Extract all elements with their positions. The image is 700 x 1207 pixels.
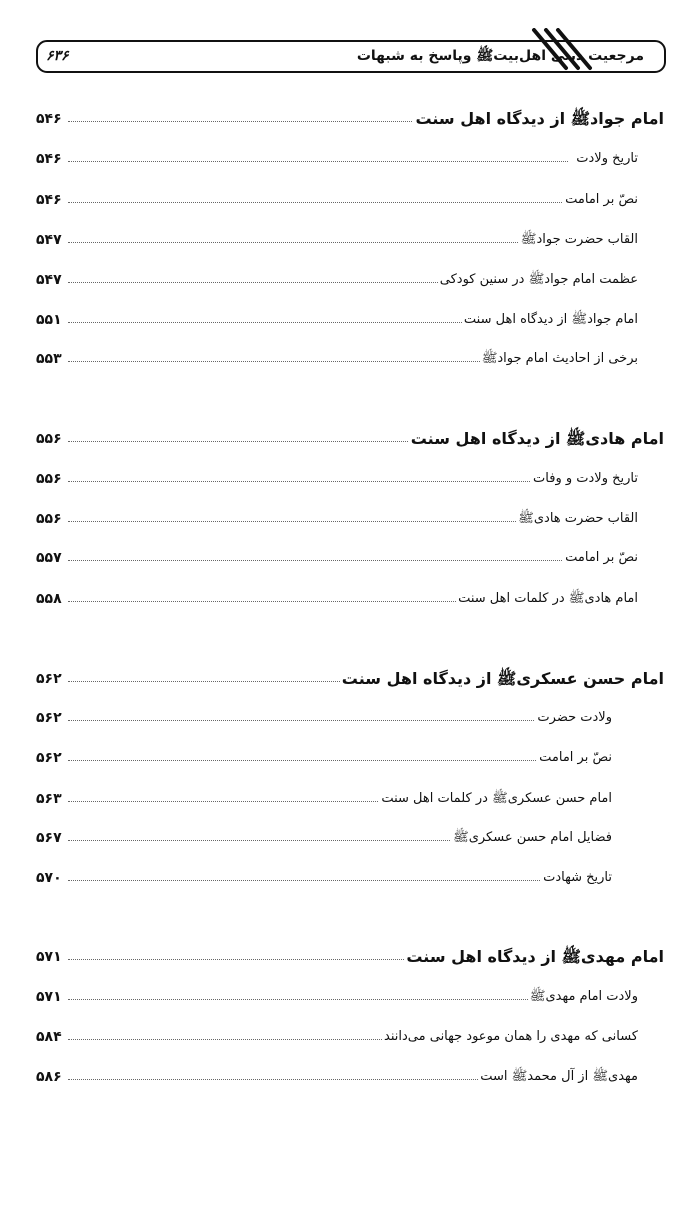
entry-title: کسانی که مهدی را همان موعود جهانی می‌دانند: [382, 1024, 638, 1050]
entry-page: ۵۴۶: [36, 192, 62, 208]
entry-page: ۵۴۷: [36, 272, 62, 288]
leader-dots: [68, 242, 568, 243]
toc-entry[interactable]: [0, 586, 700, 612]
toc-entry[interactable]: [0, 865, 700, 891]
entry-title: نصّ بر امامت: [563, 545, 638, 571]
entry-title: عظمت امام جواد‌ﷺ در سنین کودکی: [438, 267, 638, 293]
book-title: مرجعیت دینی اهل‌بیت‌ﷺ وپاسخ به شبهات: [356, 48, 644, 64]
header-stripes-ornament: [512, 28, 602, 83]
leader-dots: [68, 999, 568, 1000]
entry-page: ۵۶۲: [36, 750, 62, 766]
entry-page: ۵۵۶: [36, 471, 62, 487]
entry-page: ۵۴۶: [36, 111, 62, 127]
toc-entry[interactable]: [0, 307, 700, 333]
entry-page: ۵۷۱: [36, 949, 62, 965]
entry-title: امام هادی‌ﷺ در کلمات اهل سنت: [456, 586, 638, 612]
entry-title: فضایل امام حسن عسکری‌ﷺ: [451, 825, 612, 851]
entry-title: تاریخ ولادت: [574, 146, 638, 172]
toc-entry[interactable]: [0, 227, 700, 253]
toc-entry[interactable]: [0, 187, 700, 213]
entry-title: امام هادی‌ﷺ از دیدگاه اهل سنت: [409, 426, 664, 452]
leader-dots: [68, 202, 568, 203]
leader-dots: [68, 720, 548, 721]
entry-page: ۵۵۳: [36, 351, 62, 367]
toc-entry[interactable]: [0, 146, 700, 172]
leader-dots: [68, 880, 548, 881]
entry-page: ۵۵۱: [36, 312, 62, 328]
toc-entry[interactable]: [0, 545, 700, 571]
entry-title: القاب حضرت جواد‌ﷺ: [519, 227, 638, 253]
entry-page: ۵۵۶: [36, 431, 62, 447]
entry-page: ۵۵۶: [36, 511, 62, 527]
entry-title: القاب حضرت هادی‌ﷺ: [516, 506, 638, 532]
toc-section-heading[interactable]: [0, 426, 700, 452]
entry-title: امام جواد‌ﷺ از دیدگاه اهل سنت: [462, 307, 638, 333]
toc-section-heading[interactable]: [0, 106, 700, 132]
leader-dots: [68, 521, 568, 522]
entry-page: ۵۵۷: [36, 550, 62, 566]
leader-dots: [68, 760, 548, 761]
entry-title: تاریخ شهادت: [541, 865, 612, 891]
toc-entry[interactable]: [0, 1024, 700, 1050]
entry-title: نصّ بر امامت: [537, 745, 612, 771]
entry-title: تاریخ ولادت و وفات: [531, 466, 638, 492]
toc-entry[interactable]: [0, 466, 700, 492]
entry-title: امام حسن عسکری‌ﷺ در کلمات اهل سنت: [379, 786, 612, 812]
toc-entry[interactable]: [0, 825, 700, 851]
entry-title: برخی از احادیث امام جواد‌ﷺ: [480, 346, 638, 372]
entry-page: ۵۴۶: [36, 151, 62, 167]
toc-entry[interactable]: [0, 1064, 700, 1090]
entry-page: ۵۶۳: [36, 791, 62, 807]
toc-entry[interactable]: [0, 745, 700, 771]
entry-page: ۵۵۸: [36, 591, 62, 607]
leader-dots: [68, 121, 436, 122]
entry-title: امام مهدی‌ﷺ از دیدگاه اهل سنت: [404, 944, 664, 970]
entry-page: ۵۷۱: [36, 989, 62, 1005]
entry-page: ۵۷۰: [36, 870, 62, 886]
leader-dots: [68, 560, 568, 561]
toc-section-heading[interactable]: [0, 666, 700, 692]
entry-title: مهدی‌ﷺ از آل محمد‌ﷺ است: [478, 1064, 638, 1090]
toc-entry[interactable]: [0, 267, 700, 293]
entry-page: ۵۶۲: [36, 710, 62, 726]
entry-title: نصّ بر امامت: [563, 187, 638, 213]
entry-page: ۵۴۷: [36, 232, 62, 248]
leader-dots: [68, 959, 436, 960]
toc-entry[interactable]: [0, 705, 700, 731]
entry-page: ۵۸۴: [36, 1029, 62, 1045]
entry-title: امام جواد‌ﷺ از دیدگاه اهل سنت: [413, 106, 664, 132]
toc-section-heading[interactable]: [0, 944, 700, 970]
page-number: ۶۳۶: [46, 48, 69, 64]
entry-title: ولادت امام مهدی‌ﷺ: [528, 984, 638, 1010]
toc-entry[interactable]: [0, 984, 700, 1010]
toc-entry[interactable]: [0, 786, 700, 812]
leader-dots: [68, 481, 568, 482]
entry-page: ۵۸۶: [36, 1069, 62, 1085]
entry-page: ۵۶۷: [36, 830, 62, 846]
entry-page: ۵۶۲: [36, 671, 62, 687]
leader-dots: [68, 441, 436, 442]
entry-title: امام حسن عسکری‌ﷺ از دیدگاه اهل سنت: [340, 666, 664, 692]
toc-entry[interactable]: [0, 346, 700, 372]
entry-title: ولادت حضرت: [535, 705, 612, 731]
toc-entry[interactable]: [0, 506, 700, 532]
leader-dots: [68, 161, 568, 162]
